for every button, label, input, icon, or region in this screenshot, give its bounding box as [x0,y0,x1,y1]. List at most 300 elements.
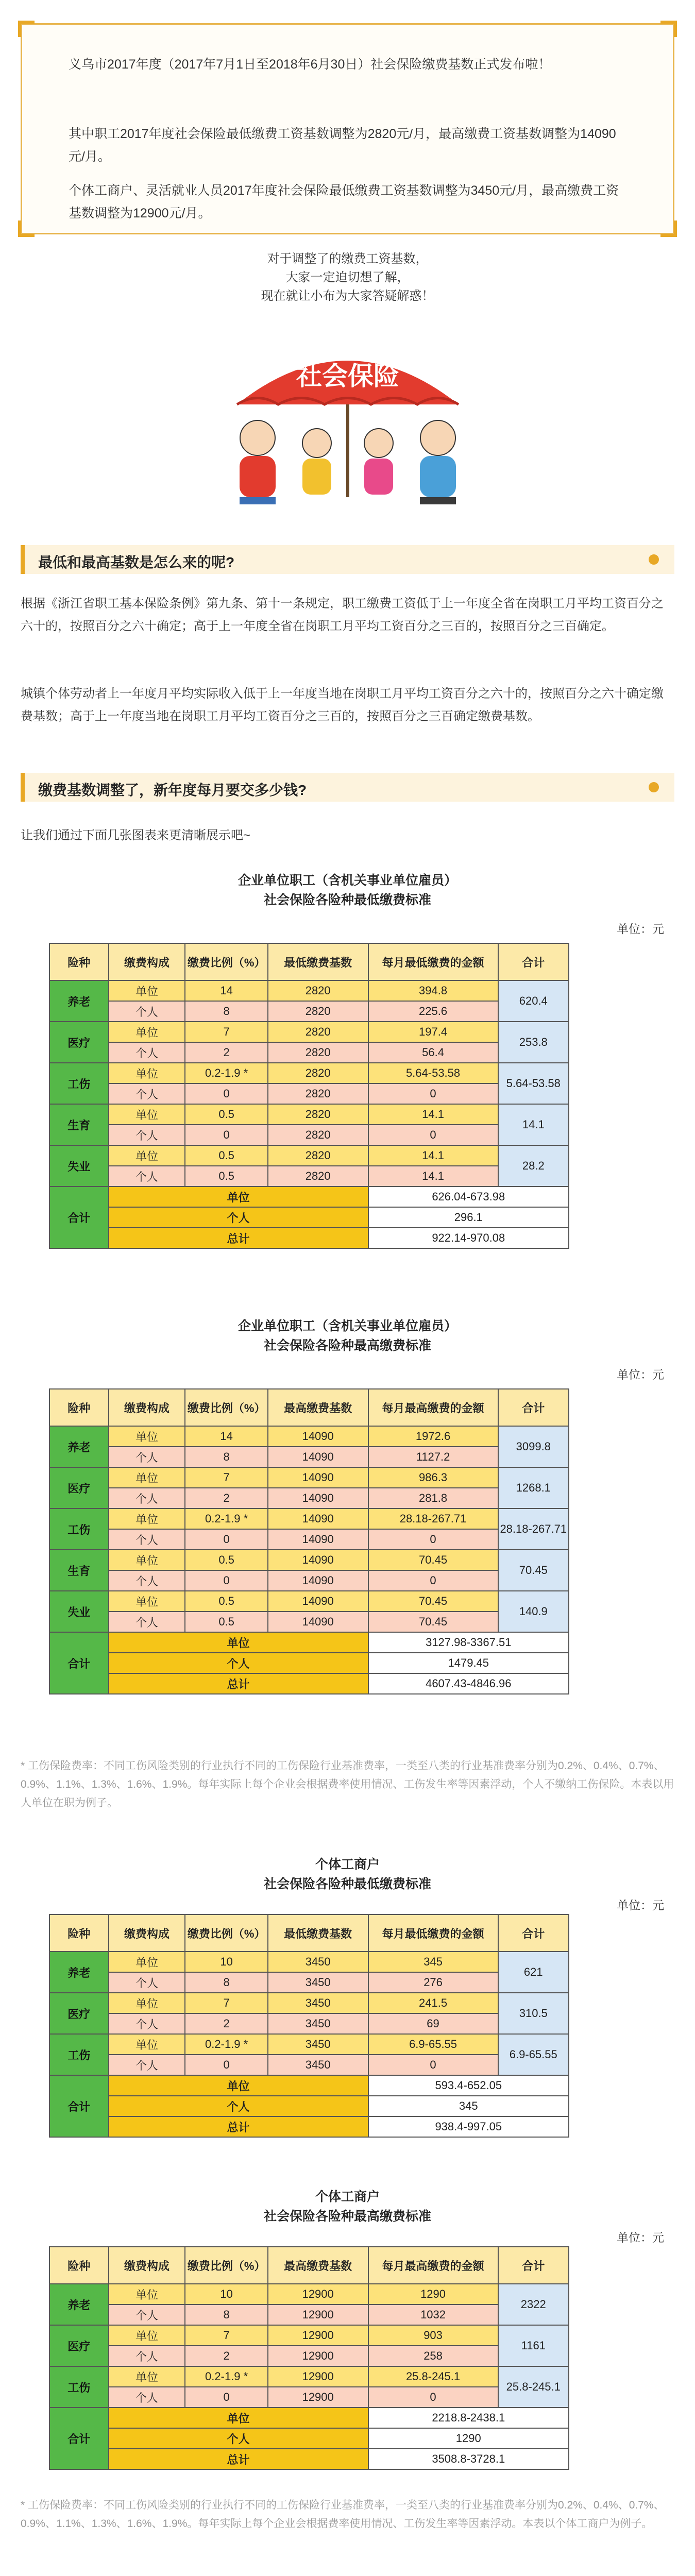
ratio-cell: 0 [185,1125,267,1145]
contributor-cell: 单位 [109,2284,185,2304]
column-header: 缴费构成 [109,2247,185,2284]
column-header: 缴费比例（%） [185,2247,267,2284]
ratio-cell: 0 [185,2055,267,2075]
ratio-cell: 0.5 [185,1166,267,1187]
insurance-type-cell: 工伤 [49,1063,109,1104]
summary-key-cell: 总计 [109,1673,368,1694]
ratio-cell: 0 [185,1529,267,1550]
contributor-cell: 单位 [109,1993,185,2013]
base-cell: 12900 [268,2387,368,2408]
contributor-cell: 个人 [109,2387,185,2408]
ratio-cell: 8 [185,1001,267,1022]
base-cell: 12900 [268,2325,368,2346]
lead-line: 现在就让小布为大家答疑解惑！ [261,289,434,303]
summary-key-cell: 总计 [109,2449,368,2469]
min-contribution-table-individual [49,1914,569,2138]
summary-value-cell: 345 [368,2096,569,2116]
ratio-cell: 7 [185,2325,267,2346]
ratio-cell: 2 [185,1488,267,1509]
summary-key-cell: 个人 [109,1653,368,1673]
payment-cell: 14.1 [368,1104,498,1125]
base-cell: 14090 [268,1447,368,1467]
base-cell: 14090 [268,1488,368,1509]
table-row [49,1488,569,1509]
ratio-cell: 0 [185,1570,267,1591]
base-cell: 14090 [268,1467,368,1488]
base-cell: 2820 [268,1145,368,1166]
column-header: 合计 [498,1389,569,1426]
total-cell: 3099.8 [498,1426,569,1467]
contributor-cell: 个人 [109,1570,185,1591]
column-header: 最高缴费基数 [268,1389,368,1426]
base-cell: 2820 [268,1104,368,1125]
intro-paragraph: 义乌市2017年度（2017年7月1日至2018年6月30日）社会保险缴费基数正式发布啦！ [69,57,551,72]
payment-cell: 986.3 [368,1467,498,1488]
summary-key-cell: 个人 [109,2096,368,2116]
table-row [49,1591,569,1612]
summary-row [49,1653,569,1673]
payment-cell: 70.45 [368,1591,498,1612]
summary-row [49,1207,569,1228]
contributor-cell: 单位 [109,2325,185,2346]
ratio-cell: 0.2-1.9 * [185,2366,267,2387]
payment-cell: 281.8 [368,1488,498,1509]
summary-value-cell: 1290 [368,2428,569,2449]
table-row [49,1972,569,1993]
table-title-line: 社会保险各险种最低缴费标准 [263,1877,431,1891]
insurance-type-cell: 工伤 [49,2034,109,2075]
ratio-cell: 14 [185,980,267,1001]
summary-value-cell: 1479.45 [368,1653,569,1673]
table-row [49,1145,569,1166]
insurance-type-cell: 生育 [49,1104,109,1145]
column-header: 险种 [49,943,109,980]
unit-label: 单位：元 [617,922,664,936]
payment-cell: 25.8-245.1 [368,2366,498,2387]
lead-line: 对于调整了的缴费工资基数， [267,252,428,266]
ratio-cell: 0.5 [185,1104,267,1125]
base-cell: 12900 [268,2304,368,2325]
column-header: 每月最高缴费的金额 [368,2247,498,2284]
ratio-cell: 0 [185,2387,267,2408]
total-cell: 25.8-245.1 [498,2366,569,2408]
base-cell: 2820 [268,1083,368,1104]
payment-cell: 14.1 [368,1145,498,1166]
column-header: 合计 [498,943,569,980]
footnote: * 工伤保险费率：不同工伤风险类别的行业执行不同的工伤保险行业基准费率，一类至八类的行业基准费率分别为0.2%、0.4%、0.7%、0.9%、1.1%、1.3%、1.6%、1.9%。每年实际上每个企业会根据费率使用情况、工伤发生率等因素浮动，个人不缴纳工伤保险。本表以用人单位在职为例子。 [21,1760,674,1809]
table-row [49,1570,569,1591]
ratio-cell: 10 [185,1952,267,1972]
section-paragraph: 让我们通过下面几张图表来更清晰展示吧~ [21,828,251,842]
base-cell: 3450 [268,2013,368,2034]
ratio-cell: 2 [185,2013,267,2034]
table-row [49,2325,569,2346]
table-row [49,2387,569,2408]
contributor-cell: 个人 [109,1529,185,1550]
intro-box [21,23,674,234]
ratio-cell: 7 [185,1993,267,2013]
payment-cell: 258 [368,2346,498,2366]
table-title-line: 个体工商户 [315,2190,380,2204]
total-cell: 621 [498,1952,569,1993]
payment-cell: 394.8 [368,980,498,1001]
payment-cell: 276 [368,1972,498,1993]
base-cell: 14090 [268,1612,368,1632]
contributor-cell: 个人 [109,1042,185,1063]
payment-cell: 1290 [368,2284,498,2304]
column-header: 缴费构成 [109,943,185,980]
column-header: 最低缴费基数 [268,943,368,980]
column-header: 最高缴费基数 [268,2247,368,2284]
table-header-row [49,1389,569,1426]
table-header-row [49,943,569,980]
contributor-cell: 单位 [109,1952,185,1972]
ratio-cell: 0.5 [185,1591,267,1612]
contributor-cell: 单位 [109,980,185,1001]
max-contribution-table-employees [49,1388,569,1694]
intro-paragraph: 其中职工2017年度社会保险最低缴费工资基数调整为2820元/月，最高缴费工资基数调整为14090元/月。 [69,127,616,164]
insurance-type-cell: 工伤 [49,2366,109,2408]
base-cell: 2820 [268,1166,368,1187]
summary-value-cell: 922.14-970.08 [368,1228,569,1248]
base-cell: 14090 [268,1529,368,1550]
contributor-cell: 个人 [109,1488,185,1509]
table-title [0,2187,695,2226]
intro-paragraph: 个体工商户、灵活就业人员2017年度社会保险最低缴费工资基数调整为3450元/月，最高缴费工资基数调整为12900元/月。 [69,183,619,221]
ratio-cell: 2 [185,2346,267,2366]
base-cell: 2820 [268,1063,368,1083]
table-row [49,2284,569,2304]
payment-cell: 197.4 [368,1022,498,1042]
umbrella-title: 社会保险 [296,361,399,391]
payment-cell: 225.6 [368,1001,498,1022]
table-header-row [49,2247,569,2284]
summary-value-cell: 2218.8-2438.1 [368,2408,569,2428]
table-title-line: 社会保险各险种最高缴费标准 [263,1338,431,1353]
base-cell: 14090 [268,1591,368,1612]
table-row [49,2055,569,2075]
payment-cell: 1127.2 [368,1447,498,1467]
table-row [49,1001,569,1022]
summary-row [49,2408,569,2428]
min-contribution-table-employees [49,943,569,1249]
table-title-line: 企业单位职工（含机关事业单位雇员） [238,873,457,888]
contributor-cell: 个人 [109,2013,185,2034]
table-row [49,2013,569,2034]
table-row [49,980,569,1001]
figure-right [420,420,456,504]
summary-row [49,2075,569,2096]
summary-key-cell: 单位 [109,2408,368,2428]
ratio-cell: 0.2-1.9 * [185,2034,267,2055]
ratio-cell: 0.2-1.9 * [185,1063,267,1083]
contributor-cell: 个人 [109,2346,185,2366]
total-cell: 140.9 [498,1591,569,1632]
footnote: * 工伤保险费率：不同工伤风险类别的行业执行不同的工伤保险行业基准费率，一类至八类的行业基准费率分别为0.2%、0.4%、0.7%、0.9%、1.1%、1.3%、1.6%、1.9%。每年实际上每个企业会根据费率使用情况、工伤发生率等因素浮动。本表以个体工商户为例子。 [21,2499,665,2530]
table-row [49,2304,569,2325]
insurance-type-cell: 生育 [49,1550,109,1591]
table-row [49,1509,569,1529]
contributor-cell: 个人 [109,1001,185,1022]
insurance-type-cell: 工伤 [49,1509,109,1550]
table-row [49,1993,569,2013]
base-cell: 2820 [268,980,368,1001]
summary-key-cell: 单位 [109,1187,368,1207]
section-paragraph: 城镇个体劳动者上一年度月平均实际收入低于上一年度当地在岗职工月平均工资百分之六十的，按照百分之六十确定缴费基数；高于上一年度当地在岗职工月平均工资百分之三百的，按照百分之三百确定缴费基数。 [21,687,664,723]
payment-cell: 0 [368,1570,498,1591]
table-row [49,1125,569,1145]
total-cell: 70.45 [498,1550,569,1591]
figure-mid-left [302,429,331,495]
insurance-type-cell: 失业 [49,1145,109,1187]
summary-value-cell: 296.1 [368,1207,569,1228]
summary-label-cell: 合计 [49,2408,109,2469]
contributor-cell: 单位 [109,1591,185,1612]
base-cell: 3450 [268,1993,368,2013]
summary-row [49,1632,569,1653]
table-row [49,2034,569,2055]
contributor-cell: 单位 [109,1022,185,1042]
payment-cell: 28.18-267.71 [368,1509,498,1529]
contributor-cell: 个人 [109,1447,185,1467]
payment-cell: 5.64-53.58 [368,1063,498,1083]
summary-row [49,2096,569,2116]
contributor-cell: 个人 [109,1083,185,1104]
corner-decoration [660,21,677,37]
base-cell: 3450 [268,2034,368,2055]
base-cell: 14090 [268,1570,368,1591]
payment-cell: 345 [368,1952,498,1972]
payment-cell: 69 [368,2013,498,2034]
contributor-cell: 个人 [109,2304,185,2325]
insurance-type-cell: 医疗 [49,2325,109,2366]
corner-decoration [660,221,677,237]
total-cell: 28.2 [498,1145,569,1187]
column-header: 险种 [49,1389,109,1426]
summary-value-cell: 3508.8-3728.1 [368,2449,569,2469]
insurance-type-cell: 医疗 [49,1467,109,1509]
contributor-cell: 单位 [109,1104,185,1125]
table-title [0,871,695,910]
dot-icon [649,554,659,565]
summary-label-cell: 合计 [49,1187,109,1248]
unit-label: 单位：元 [617,1368,664,1381]
contributor-cell: 个人 [109,2055,185,2075]
summary-key-cell: 单位 [109,2075,368,2096]
summary-row [49,2449,569,2469]
total-cell: 1161 [498,2325,569,2366]
summary-row [49,1673,569,1694]
table-row [49,1952,569,1972]
summary-key-cell: 总计 [109,2116,368,2137]
payment-cell: 1972.6 [368,1426,498,1447]
payment-cell: 903 [368,2325,498,2346]
column-header: 每月最高缴费的金额 [368,1389,498,1426]
total-cell: 253.8 [498,1022,569,1063]
table-row [49,1467,569,1488]
lead-text [0,250,695,306]
column-header: 缴费构成 [109,1389,185,1426]
summary-key-cell: 个人 [109,2428,368,2449]
summary-row [49,1187,569,1207]
table-row [49,1166,569,1187]
ratio-cell: 0.2-1.9 * [185,1509,267,1529]
section-title: 缴费基数调整了，新年度每月要交多少钱? [38,782,307,798]
contributor-cell: 单位 [109,1509,185,1529]
lead-line: 大家一定迫切想了解， [285,270,410,284]
base-cell: 14090 [268,1550,368,1570]
payment-cell: 0 [368,1125,498,1145]
column-header: 缴费比例（%） [185,1914,267,1952]
base-cell: 2820 [268,1125,368,1145]
total-cell: 5.64-53.58 [498,1063,569,1104]
ratio-cell: 8 [185,1972,267,1993]
summary-value-cell: 938.4-997.05 [368,2116,569,2137]
section-title: 最低和最高基数是怎么来的呢? [38,554,235,570]
column-header: 每月最低缴费的金额 [368,1914,498,1952]
base-cell: 2820 [268,1022,368,1042]
total-cell: 6.9-65.55 [498,2034,569,2075]
ratio-cell: 7 [185,1467,267,1488]
total-cell: 14.1 [498,1104,569,1145]
table-row [49,2366,569,2387]
base-cell: 3450 [268,2055,368,2075]
summary-value-cell: 593.4-652.05 [368,2075,569,2096]
base-cell: 2820 [268,1042,368,1063]
section-header [21,545,674,574]
table-title-line: 企业单位职工（含机关事业单位雇员） [238,1319,457,1333]
ratio-cell: 0 [185,1083,267,1104]
summary-key-cell: 个人 [109,1207,368,1228]
ratio-cell: 14 [185,1426,267,1447]
column-header: 缴费比例（%） [185,1389,267,1426]
summary-value-cell: 3127.98-3367.51 [368,1632,569,1653]
contributor-cell: 个人 [109,1612,185,1632]
total-cell: 620.4 [498,980,569,1022]
column-header: 合计 [498,2247,569,2284]
contributor-cell: 单位 [109,1467,185,1488]
base-cell: 12900 [268,2366,368,2387]
insurance-type-cell: 养老 [49,980,109,1022]
table-title-line: 个体工商户 [315,1857,380,1872]
table-row [49,1550,569,1570]
ratio-cell: 8 [185,2304,267,2325]
unit-label: 单位：元 [617,2231,664,2244]
ratio-cell: 8 [185,1447,267,1467]
payment-cell: 70.45 [368,1612,498,1632]
table-row [49,2346,569,2366]
figure-mid-right [364,429,393,495]
table-row [49,1022,569,1042]
column-header: 最低缴费基数 [268,1914,368,1952]
summary-label-cell: 合计 [49,2075,109,2137]
contributor-cell: 个人 [109,1125,185,1145]
payment-cell: 241.5 [368,1993,498,2013]
unit-label: 单位：元 [617,1899,664,1912]
insurance-type-cell: 养老 [49,1952,109,1993]
payment-cell: 70.45 [368,1550,498,1570]
table-row [49,1612,569,1632]
contributor-cell: 单位 [109,1145,185,1166]
payment-cell: 0 [368,1083,498,1104]
summary-label-cell: 合计 [49,1632,109,1694]
column-header: 缴费构成 [109,1914,185,1952]
total-cell: 2322 [498,2284,569,2325]
ratio-cell: 7 [185,1022,267,1042]
table-row [49,1426,569,1447]
section-header [21,773,674,802]
column-header: 险种 [49,2247,109,2284]
summary-key-cell: 单位 [109,1632,368,1653]
insurance-type-cell: 养老 [49,1426,109,1467]
table-header-row [49,1914,569,1952]
insurance-type-cell: 失业 [49,1591,109,1632]
table-title-line: 社会保险各险种最低缴费标准 [263,893,431,907]
summary-row [49,1228,569,1248]
table-row [49,1529,569,1550]
table-row [49,1447,569,1467]
contributor-cell: 单位 [109,2366,185,2387]
table-row [49,1042,569,1063]
table-title [0,1316,695,1355]
ratio-cell: 10 [185,2284,267,2304]
dot-icon [649,782,659,792]
base-cell: 3450 [268,1972,368,1993]
table-row [49,1063,569,1083]
corner-decoration [18,21,35,37]
table-row [49,1104,569,1125]
ratio-cell: 0.5 [185,1612,267,1632]
contributor-cell: 单位 [109,1426,185,1447]
base-cell: 14090 [268,1426,368,1447]
column-header: 缴费比例（%） [185,943,267,980]
contributor-cell: 个人 [109,1972,185,1993]
table-row [49,1083,569,1104]
base-cell: 2820 [268,1001,368,1022]
payment-cell: 0 [368,2055,498,2075]
insurance-type-cell: 医疗 [49,1022,109,1063]
total-cell: 1268.1 [498,1467,569,1509]
ratio-cell: 0.5 [185,1550,267,1570]
social-insurance-illustration [201,327,495,513]
payment-cell: 6.9-65.55 [368,2034,498,2055]
payment-cell: 0 [368,1529,498,1550]
contributor-cell: 个人 [109,1166,185,1187]
summary-row [49,2428,569,2449]
summary-value-cell: 4607.43-4846.96 [368,1673,569,1694]
insurance-type-cell: 养老 [49,2284,109,2325]
table-title-line: 社会保险各险种最高缴费标准 [263,2209,431,2224]
payment-cell: 0 [368,2387,498,2408]
max-contribution-table-individual [49,2246,569,2470]
column-header: 每月最低缴费的金额 [368,943,498,980]
section-paragraph: 根据《浙江省职工基本保险条例》第九条、第十一条规定，职工缴费工资低于上一年度全省在岗职工月平均工资百分之六十的，按照百分之六十确定；高于上一年度全省在岗职工月平均工资百分之三百的，按照百分之三百确定。 [21,597,664,633]
base-cell: 3450 [268,1952,368,1972]
ratio-cell: 0.5 [185,1145,267,1166]
total-cell: 28.18-267.71 [498,1509,569,1550]
contributor-cell: 单位 [109,2034,185,2055]
column-header: 合计 [498,1914,569,1952]
insurance-type-cell: 医疗 [49,1993,109,2034]
base-cell: 12900 [268,2346,368,2366]
ratio-cell: 2 [185,1042,267,1063]
payment-cell: 1032 [368,2304,498,2325]
column-header: 险种 [49,1914,109,1952]
base-cell: 14090 [268,1509,368,1529]
payment-cell: 14.1 [368,1166,498,1187]
summary-row [49,2116,569,2137]
table-title [0,1855,695,1894]
